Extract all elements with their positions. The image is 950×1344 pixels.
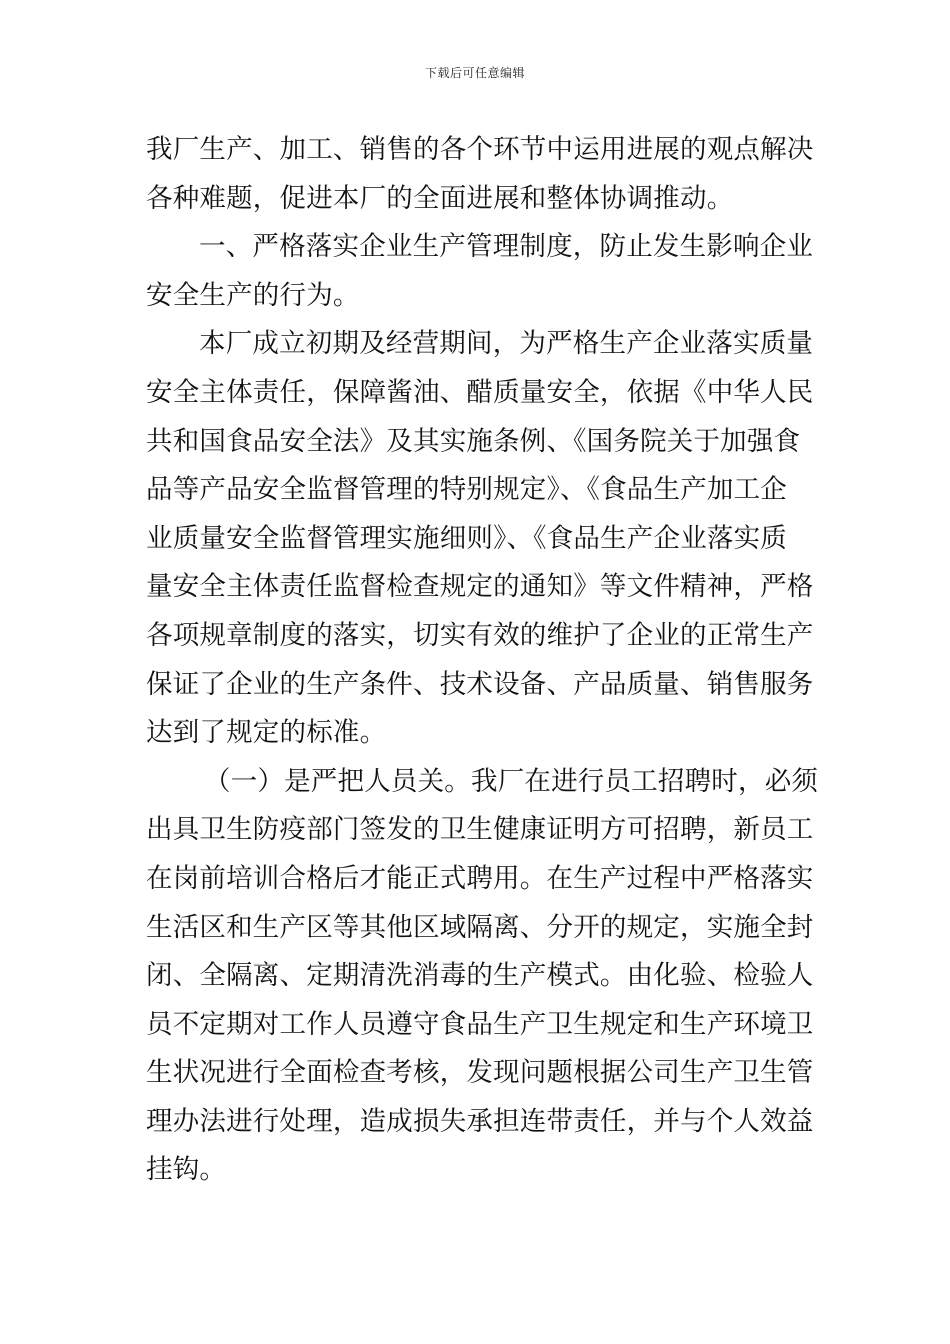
text-line: 达到了规定的标准。 [146, 717, 387, 749]
text-line: 本厂成立初期及经营期间，为严格生产企业落实质量 [199, 328, 814, 360]
text-line: 共和国食品安全法》及其实施条例、《国务院关于加强食 [146, 425, 801, 457]
text-line: 品等产品安全监督管理的特别规定》、《食品生产加工企 [146, 474, 787, 506]
section-heading-line: 一、严格落实企业生产管理制度，防止发生影响企业 [199, 231, 814, 263]
text-line: 生活区和生产区等其他区域隔离、分开的规定，实施全封 [146, 911, 814, 943]
text-line: 员不定期对工作人员遵守食品生产卫生规定和生产环境卫 [146, 1008, 814, 1040]
text-line: 生状况进行全面检查考核，发现问题根据公司生产卫生管 [146, 1057, 814, 1089]
text-line: 挂钩。 [146, 1154, 227, 1186]
text-line: 出具卫生防疫部门签发的卫生健康证明方可招聘，新员工 [146, 814, 814, 846]
text-line: 理办法进行处理，造成损失承担连带责任，并与个人效益 [146, 1105, 814, 1137]
text-line: 在岗前培训合格后才能正式聘用。在生产过程中严格落实 [146, 862, 814, 894]
section-heading-line: 安全生产的行为。 [146, 279, 360, 311]
text-line: 安全主体责任，保障酱油、醋质量安全，依据《中华人民 [146, 376, 814, 408]
text-line: （一）是严把人员关。我厂在进行员工招聘时，必须 [204, 765, 819, 797]
text-line: 保证了企业的生产条件、技术设备、产品质量、销售服务 [146, 668, 814, 700]
text-line: 我厂生产、加工、销售的各个环节中运用进展的观点解决 [146, 134, 814, 165]
body-text [146, 126, 819, 1195]
text-line: 闭、全隔离、定期清洗消毒的生产模式。由化验、检验人 [146, 960, 814, 992]
page-header: 下载后可任意编辑 [424, 66, 525, 80]
text-line: 业质量安全监督管理实施细则》、《食品生产企业落实质 [146, 522, 787, 554]
text-line: 各种难题，促进本厂的全面进展和整体协调推动。 [146, 182, 734, 214]
text-line: 量安全主体责任监督检查规定的通知》等文件精神，严格 [146, 571, 814, 603]
text-line: 各项规章制度的落实，切实有效的维护了企业的正常生产 [146, 619, 814, 651]
